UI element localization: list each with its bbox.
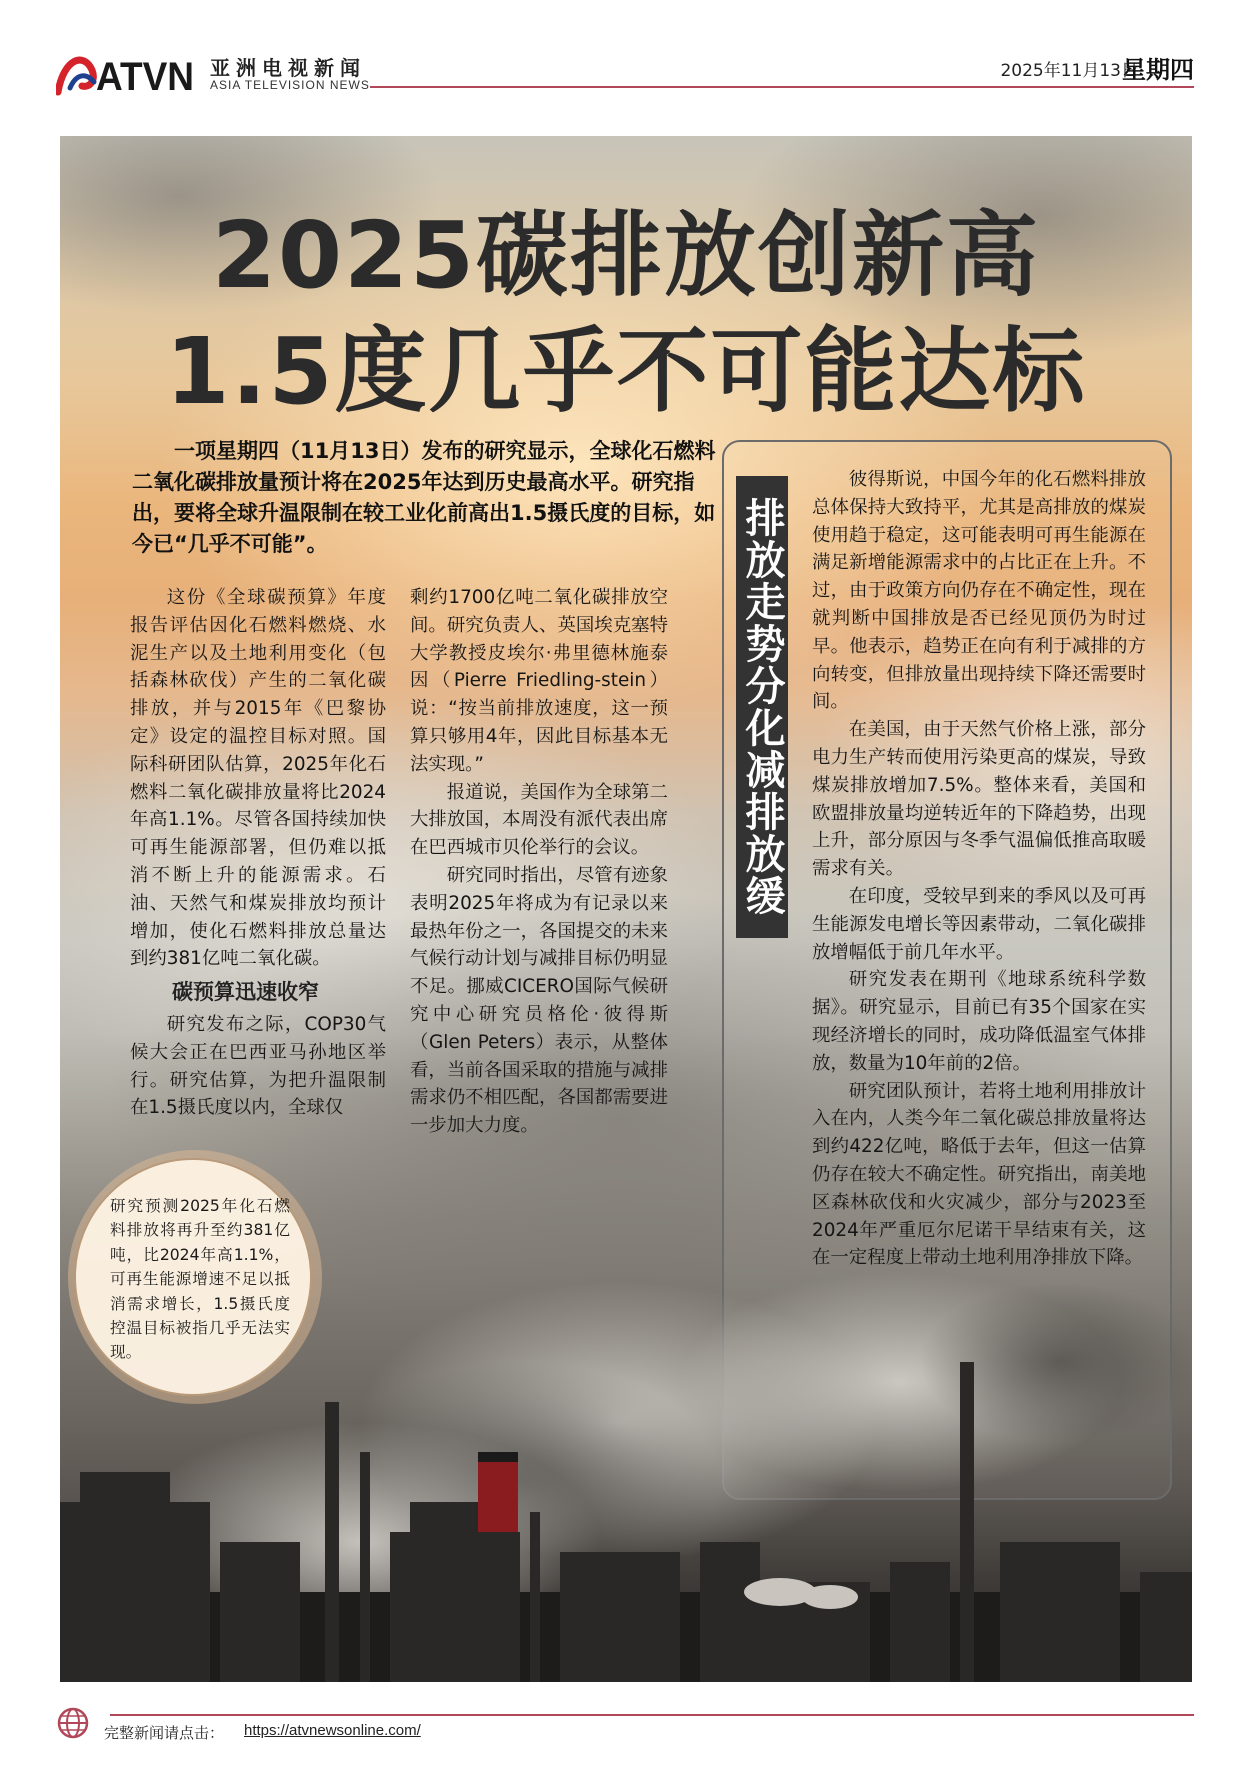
paragraph: 在印度，受较早到来的季风以及可再生能源发电增长等因素带动，二氧化碳排放增幅低于前几年水平。 — [812, 885, 1146, 963]
brand-name-en: ASIA TELEVISION NEWS — [210, 78, 370, 92]
footer-link[interactable]: https://atvnewsonline.com/ — [244, 1722, 421, 1739]
logo-text: ATVN — [96, 55, 194, 96]
footer-label: 完整新闻请点击： — [104, 1724, 225, 1742]
page-header — [0, 0, 1250, 110]
paragraph: 彼得斯说，中国今年的化石燃料排放总体保持大致持平，尤其是高排放的煤炭使用趋于稳定，这可能表明可再生能源在满足新增能源需求中的占比正在上升。不过，由于政策方向仍存在不确定性，现在就判断中国排放是否已经见顶仍为时过早。他表示，趋势正在向有利于减排的方向转变，但排放量出现持续下降还需要时间。 — [812, 469, 1146, 713]
paragraph: 在美国，由于天然气价格上涨，部分电力生产转而使用污染更高的煤炭，导致煤炭排放增加7.5%。整体来看，美国和欧盟排放量均逆转近年的下降趋势，出现上升，部分原因与冬季气温偏低推高取暖需求有关。 — [812, 719, 1146, 880]
brand-name-cn: 亚洲电视新闻 — [210, 56, 366, 80]
issue-weekday: 星期四 — [1122, 56, 1194, 84]
headline-line-1: 2025碳排放创新高 — [211, 202, 1041, 309]
article-column-2 — [410, 584, 668, 1140]
article-headline — [60, 198, 1192, 430]
sidebar-title: 排放走势分化减排放缓 — [736, 476, 788, 938]
paragraph: 研究团队预计，若将土地利用排放计入在内，人类今年二氧化碳总排放量将达到约422亿吨，略低于去年，但这一估算仍存在较大不确定性。研究指出，南美地区森林砍伐和火灾减少，部分与2023至2024年严重厄尔尼诺干旱结束有关，这在一定程度上带动土地利用净排放下降。 — [812, 1080, 1146, 1269]
footer-divider — [110, 1714, 1194, 1716]
globe-icon — [56, 1706, 90, 1740]
paragraph: 研究发表在期刊《地球系统科学数据》。研究显示，目前已有35个国家在实现经济增长的同时，成功降低温室气体排放，数量为10年前的2倍。 — [812, 969, 1146, 1074]
paragraph: 报道说，美国作为全球第二大排放国，本周没有派代表出席在巴西城市贝伦举行的会议。 — [410, 781, 668, 859]
header-divider — [370, 86, 1194, 88]
issue-date: 2025年11月13日 — [1000, 61, 1138, 81]
headline-line-2: 1.5度几乎不可能达标 — [165, 318, 1087, 425]
atvn-logo — [56, 48, 196, 96]
article-column-1 — [130, 584, 386, 1122]
paragraph: 研究发布之际，COP30气候大会正在巴西亚马孙地区举行。研究估算，为把升温限制在1.5摄氏度以内，全球仅 — [130, 1013, 386, 1119]
callout-bubble: 研究预测2025年化石燃料排放将再升至约381亿吨，比2024年高1.1%，可再生能源增速不足以抵消需求增长，1.5摄氏度控温目标被指几乎无法实现。 — [74, 1158, 312, 1396]
paragraph: 剩约1700亿吨二氧化碳排放空间。研究负责人、英国埃克塞特大学教授皮埃尔·弗里德林施泰因（Pierre Friedling-stein）说：“按当前排放速度，这一预算只够用4年，因此目标基本无法实现。” — [410, 587, 668, 775]
paragraph: 这份《全球碳预算》年度报告评估因化石燃料燃烧、水泥生产以及土地利用变化（包括森林砍伐）产生的二氧化碳排放，并与2015年《巴黎协定》设定的温控目标对照。国际科研团队估算，2025年化石燃料二氧化碳排放量将比2024年高1.1%。尽管各国持续加快可再生能源部署，但仍难以抵消不断上升的能源需求。石油、天然气和煤炭排放均预计增加，使化石燃料排放总量达到约381亿吨二氧化碳。 — [130, 587, 386, 970]
article-lead: 一项星期四（11月13日）发布的研究显示，全球化石燃料二氧化碳排放量预计将在2025年达到历史最高水平。研究指出，要将全球升温限制在较工业化前高出1.5摄氏度的目标，如今已“几乎不可能”。 — [132, 439, 716, 556]
article-hero — [60, 136, 1192, 1682]
paragraph: 研究同时指出，尽管有迹象表明2025年将成为有记录以来最热年份之一，各国提交的未来气候行动计划与减排目标仍明显不足。挪威CICERO国际气候研究中心研究员格伦·彼得斯（Glen Peters）表示，从整体看，当前各国采取的措施与减排需求仍不相匹配，各国都需要进一步加大力度。 — [410, 864, 668, 1137]
section-subhead: 碳预算迅速收窄 — [172, 980, 319, 1005]
